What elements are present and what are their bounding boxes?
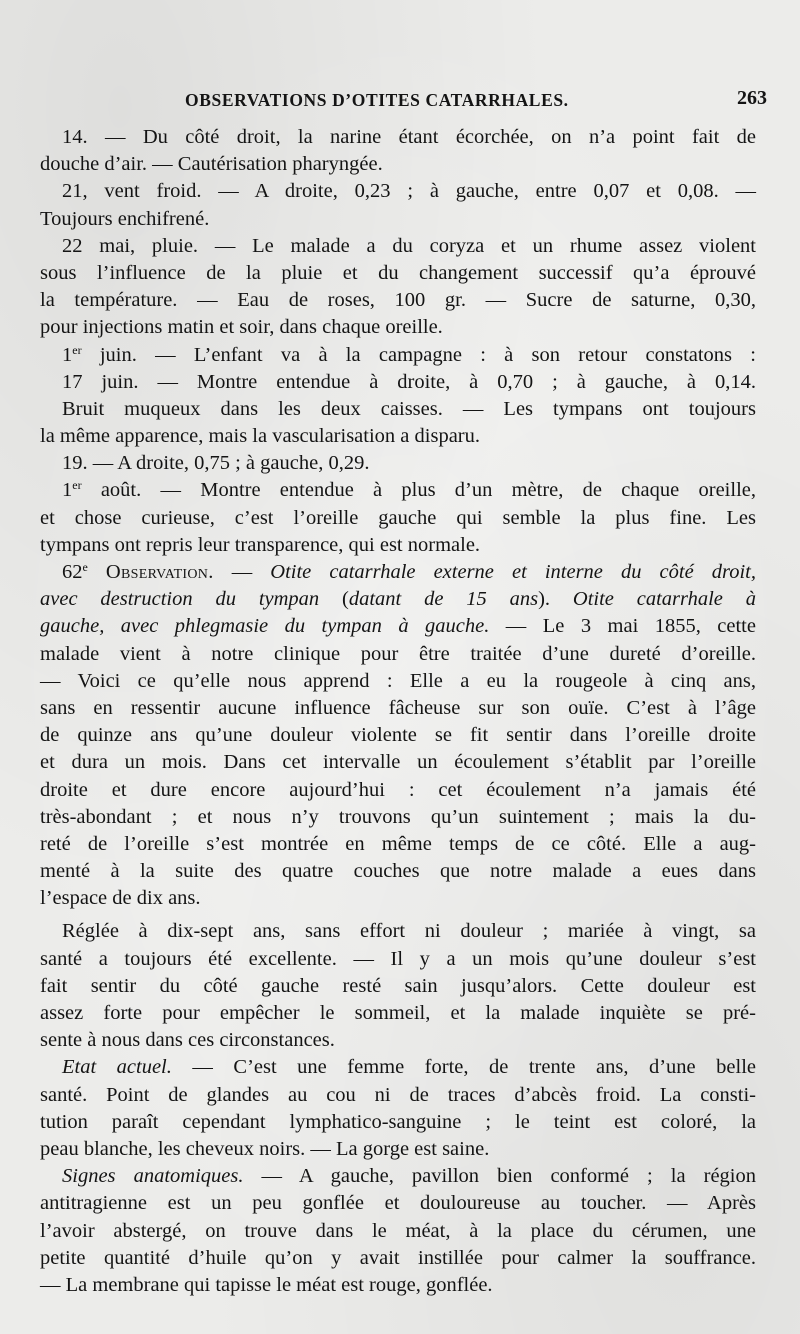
text-line — [40, 1054, 756, 1081]
text-line: santé a toujours été excellente. — Il y a un mois qu’une douleur s’est — [40, 947, 756, 970]
text-line: Réglée à dix-sept ans, sans effort ni douleur ; mariée à vingt, sa — [62, 920, 756, 943]
text-run — [88, 561, 106, 583]
superscript: er — [72, 478, 82, 493]
text-line: Bruit muqueux dans les deux caisses. — Les tympans ont toujours — [62, 397, 756, 420]
text-line: l’espace de dix ans. — [40, 887, 201, 910]
text-run: 62 — [62, 561, 83, 583]
text-line: Toujours enchifrené. — [40, 207, 210, 230]
text-line: 22 mai, pluie. — Le malade a du coryza et un rhume assez violent — [62, 234, 756, 257]
italic-text: Signes anatomiques. — [62, 1165, 244, 1188]
text-line: tution paraît cependant lymphatico-sanguine ; le teint est coloré, la — [40, 1110, 756, 1133]
text-line: antitragienne est un peu gonflée et douloureuse au toucher. — Après — [40, 1192, 756, 1215]
italic-text: datant de 15 ans — [348, 588, 539, 611]
body-text — [40, 124, 756, 1299]
text-line: très-abondant ; et nous n’y trouvons qu’un suintement ; mais la du- — [40, 805, 756, 828]
text-line: droite et dure encore aujourd’hui : cet écoulement n’a jamais été — [40, 778, 756, 801]
text-run: — A gauche, pavillon bien conformé ; la région — [243, 1165, 756, 1188]
text-line: fait sentir du côté gauche resté sain jusqu’alors. Cette douleur est — [40, 974, 756, 997]
text-line: 1er août. — Montre entendue à plus d’un mètre, de chaque oreille, — [62, 478, 756, 502]
text-line: la température. — Eau de roses, 100 gr. — Sucre de saturne, 0,30, — [40, 289, 756, 312]
text-line: sente à nous dans ces circonstances. — [40, 1029, 335, 1052]
text-line: la même apparence, mais la vascularisation a disparu. — [40, 425, 480, 448]
italic-text: avec destruction du tympan — [40, 588, 320, 611]
text-line: 1er juin. — L’enfant va à la campagne : à son retour constatons : — [62, 342, 756, 366]
text-line: santé. Point de glandes au cou ni de traces d’abcès froid. La consti- — [40, 1083, 756, 1106]
text-run: — C’est une femme forte, de trente ans, d’une belle — [171, 1056, 756, 1079]
text-line: — La membrane qui tapisse le méat est rouge, gonflée. — [40, 1273, 493, 1296]
text-line: douche d’air. — Cautérisation pharyngée. — [40, 153, 383, 176]
text-line: de quinze ans qu’une douleur violente se fit sentir dans l’oreille droite — [40, 724, 756, 747]
superscript: e — [82, 560, 88, 574]
text-line — [40, 559, 756, 586]
superscript: er — [72, 342, 82, 357]
text-line — [40, 613, 756, 640]
text-run: 1 — [62, 343, 73, 366]
text-line: 19. — A droite, 0,75 ; à gauche, 0,29. — [62, 452, 370, 475]
text-line: malade vient à notre clinique pour être traitée d’une dureté d’oreille. — [40, 642, 756, 665]
text-line: — Voici ce qu’elle nous apprend : Elle a eu la rougeole à cinq ans, — [40, 669, 756, 692]
italic-text: Otite catarrhale à — [572, 588, 756, 611]
text-line — [40, 586, 756, 613]
italic-text: gauche, avec phlegmasie du tympan à gauche. — [40, 615, 490, 638]
text-line — [40, 1163, 756, 1190]
text-line: et dura un mois. Dans cet intervalle un écoulement s’établit par l’oreille — [40, 751, 756, 774]
page-number: 263 — [737, 87, 767, 109]
text-run: — — [213, 561, 271, 583]
text-line: pour injections matin et soir, dans chaque oreille. — [40, 316, 443, 339]
text-line: 21, vent froid. — A droite, 0,23 ; à gauche, entre 0,07 et 0,08. — — [62, 180, 756, 203]
text-line: menté à la suite des quatre couches que notre malade a eues dans — [40, 860, 756, 883]
text-line: assez forte pour empêcher le sommeil, et la malade inquiète se pré- — [40, 1002, 756, 1024]
text-line: 17 juin. — Montre entendue à droite, à 0,70 ; à gauche, à 0,14. — [62, 370, 756, 393]
text-run: ). — [538, 588, 573, 611]
text-line: l’avoir abstergé, on trouve dans le méat, à la place du cérumen, une — [40, 1219, 756, 1242]
text-run: — Le 3 mai 1855, cette — [489, 615, 756, 638]
text-line: 14. — Du côté droit, la narine étant écorchée, on n’a point fait de — [62, 126, 756, 148]
text-line: peau blanche, les cheveux noirs. — La gorge est saine. — [40, 1137, 490, 1160]
text-line: sans en ressentir aucune influence fâcheuse sur son ouïe. C’est à l’âge — [40, 696, 756, 719]
text-line: reté de l’oreille s’est montrée en même temps de ce côté. Elle a aug- — [40, 832, 756, 855]
text-line: petite quantité d’huile qu’on y avait instillée pour calmer la souffrance. — [40, 1246, 756, 1269]
page-header — [40, 86, 775, 118]
italic-text: Otite catarrhale externe et interne du côté droit, — [270, 561, 756, 583]
text-run: 1 — [62, 479, 73, 502]
text-line: et chose curieuse, c’est l’oreille gauche qui semble la plus fine. Les — [40, 506, 756, 529]
text-line: tympans ont repris leur transparence, qui est normale. — [40, 533, 481, 556]
running-title: OBSERVATIONS D’OTITES CATARRHALES. — [185, 90, 569, 110]
italic-text: Etat actuel. — [62, 1056, 172, 1079]
text-run: ( — [319, 588, 349, 611]
text-line: sous l’influence de la pluie et du changement successif qu’a éprouvé — [40, 261, 756, 284]
small-caps-text: Observation. — [105, 561, 214, 583]
